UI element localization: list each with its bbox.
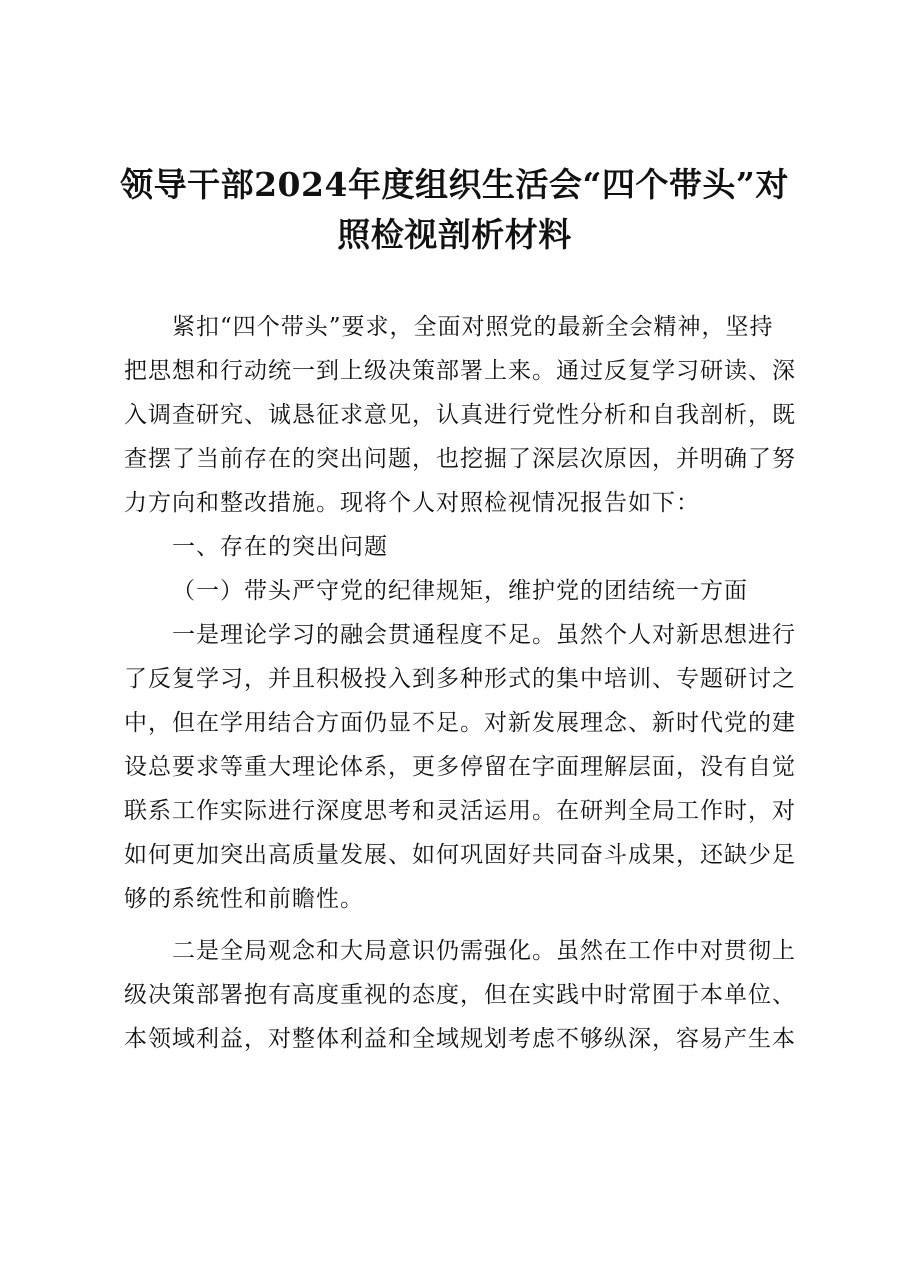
text-line: 如何更加突出高质量发展、如何巩固好共同奋斗成果，还缺少足 [124,842,796,868]
section-heading: 一、存在的突出问题 [172,534,388,560]
document-body [124,305,796,1061]
text-line: 把思想和行动统一到上级决策部署上来。通过反复学习研读、深 [124,358,796,384]
text-line: 入调查研究、诚恳征求意见，认真进行党性分析和自我剖析，既 [124,402,796,428]
paragraph-2 [124,929,796,1061]
paragraph-1 [124,613,796,921]
text-line: 力方向和整改措施。现将个人对照检视情况报告如下： [124,490,700,516]
text-line: 紧扣“四个带头”要求，全面对照党的最新全会精神，坚持 [172,314,774,340]
document-title [100,160,809,260]
text-line: 本领域利益，对整体利益和全域规划考虑不够纵深，容易产生本 [124,1026,796,1052]
title-line-2: 照检视剖析材料 [337,215,572,254]
text-line: 一是理论学习的融会贯通程度不足。虽然个人对新思想进行 [172,622,796,648]
subsection-heading: （一）带头严守党的纪律规矩，维护党的团结统一方面 [172,578,748,604]
text-line: 设总要求等重大理论体系，更多停留在字面理解层面，没有自觉 [124,754,796,780]
text-line: 了反复学习，并且积极投入到多种形式的集中培训、专题研讨之 [124,666,796,692]
title-line-1: 领导干部2024年度组织生活会“四个带头”对 [120,165,789,204]
text-line: 中，但在学用结合方面仍显不足。对新发展理念、新时代党的建 [124,710,796,736]
paragraph-gap [124,921,792,929]
text-line: 查摆了当前存在的突出问题，也挖掘了深层次原因，并明确了努 [124,446,796,472]
text-line: 联系工作实际进行深度思考和灵活运用。在研判全局工作时，对 [124,798,796,824]
text-line: 级决策部署抱有高度重视的态度，但在实践中时常囿于本单位、 [124,982,796,1008]
intro-paragraph [124,305,796,525]
text-line: 二是全局观念和大局意识仍需强化。虽然在工作中对贯彻上 [172,938,796,964]
text-line: 够的系统性和前瞻性。 [124,886,364,912]
